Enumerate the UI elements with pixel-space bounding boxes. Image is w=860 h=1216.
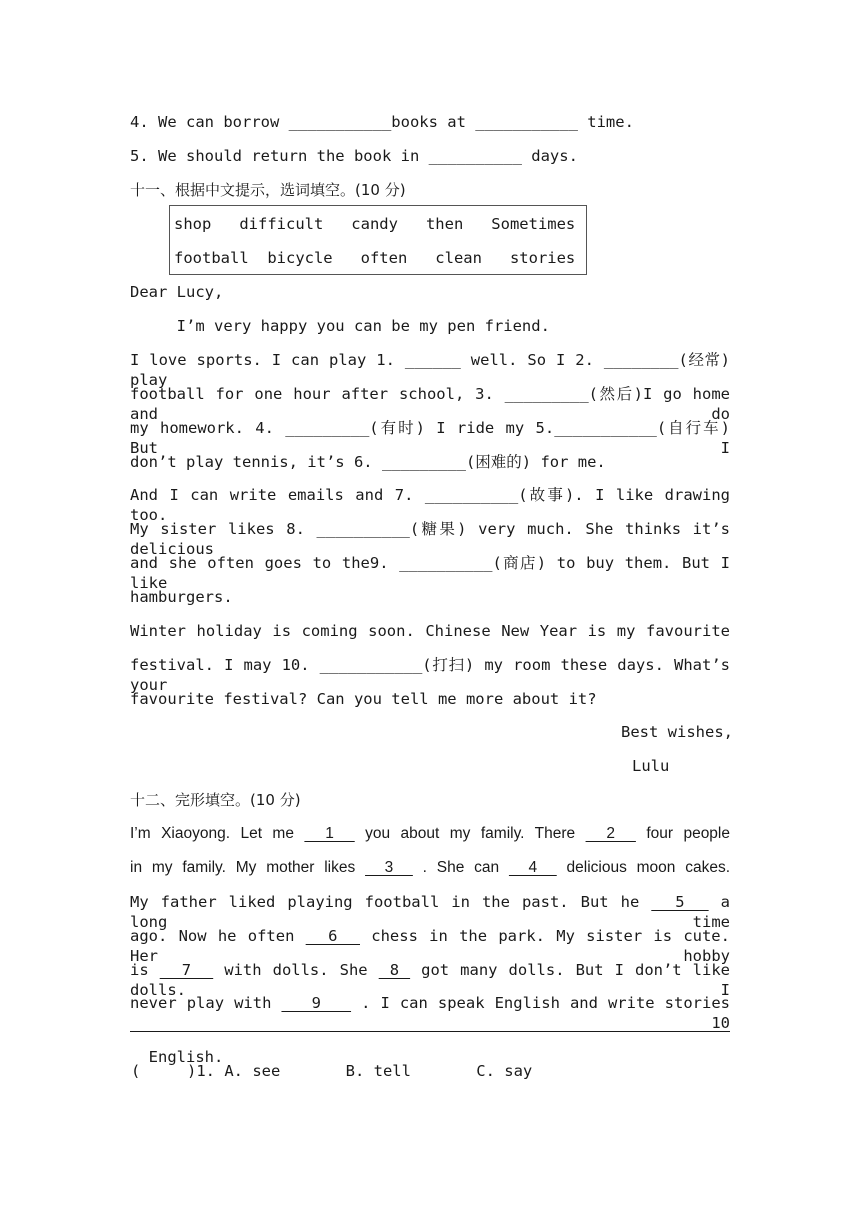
letter-line: My sister likes 8. __________(糖果) very much. She thinks it’s delicious: [130, 520, 730, 558]
cloze-text: delicious moon cakes.: [556, 859, 731, 876]
cloze-blank: 10: [130, 1014, 730, 1032]
question-1: ( )1. A. see B. tell C. say: [131, 1062, 533, 1080]
cloze-text: ago. Now he often: [130, 927, 306, 945]
fill-in-item-5: 5. We should return the book in __________ days.: [130, 147, 578, 165]
cloze-line: [130, 892, 730, 931]
cloze-text: with dolls. She: [213, 961, 379, 979]
letter-line: I love sports. I can play 1. ______ well. So I 2. ________(经常) play: [130, 351, 730, 389]
cloze-line: [130, 858, 730, 878]
cloze-line: [130, 824, 730, 844]
cloze-blank: 8: [378, 961, 411, 979]
letter-line: I’m very happy you can be my pen friend.: [130, 317, 550, 335]
cloze-text: . She can: [412, 859, 509, 876]
letter-line: And I can write emails and 7. __________(故事). I like drawing too.: [130, 486, 730, 524]
cloze-line: [130, 926, 730, 965]
cloze-text: you about my family. There: [354, 825, 586, 842]
letter-line: my homework. 4. _________(有时) I ride my 5.___________(自行车) But I: [130, 419, 730, 457]
letter-greeting: Dear Lucy,: [130, 283, 224, 301]
cloze-text: English.: [148, 1048, 224, 1066]
cloze-text: four people: [635, 825, 730, 842]
cloze-text: got many dolls. But I don’t like dolls. I: [130, 961, 731, 999]
word-bank-row-1: shop difficult candy then Sometimes: [174, 215, 576, 233]
cloze-text: chess in the park. My sister is cute. Her hobby: [130, 927, 730, 965]
cloze-blank: 3: [365, 859, 413, 876]
cloze-line: [130, 1027, 730, 1066]
cloze-blank: 6: [305, 927, 360, 945]
cloze-blank: 2: [585, 825, 636, 842]
cloze-text: in my family. My mother likes: [130, 859, 366, 876]
letter-line: festival. I may 10. ___________(打扫) my room these days. What’s your: [130, 656, 730, 694]
letter-closing: Best wishes,: [621, 723, 733, 741]
cloze-blank: 5: [651, 893, 709, 911]
letter-signature: Lulu: [632, 757, 670, 775]
section-12-heading: 十二、完形填空。(10 分): [130, 791, 301, 809]
cloze-text: a long time: [130, 893, 730, 931]
section-11-heading: 十一、根据中文提示，选词填空。(10 分): [130, 181, 406, 199]
word-bank-box: [169, 205, 587, 275]
cloze-blank: 1: [304, 825, 355, 842]
cloze-blank: 7: [159, 961, 214, 979]
letter-line: football for one hour after school, 3. _________(然后)I go home and do: [130, 385, 730, 423]
word-bank-row-2: football bicycle often clean stories: [174, 249, 576, 267]
letter-line: don’t play tennis, it’s 6. _________(困难的) for me.: [130, 453, 606, 471]
cloze-blank: 9: [281, 994, 352, 1012]
cloze-text: I’m Xiaoyong. Let me: [130, 825, 305, 842]
cloze-line: [130, 993, 731, 1032]
letter-line: Winter holiday is coming soon. Chinese New Year is my favourite: [130, 622, 730, 640]
cloze-line: [130, 960, 731, 999]
cloze-blank: 4: [508, 859, 557, 876]
letter-line: and she often goes to the9. __________(商店) to buy them. But I like: [130, 554, 730, 592]
fill-in-item-4: 4. We can borrow ___________books at ___________ time.: [130, 113, 634, 131]
cloze-text: . I can speak English and write stories: [351, 994, 731, 1012]
cloze-text: is: [130, 961, 160, 979]
cloze-text: My father liked playing football in the past. But he: [130, 893, 652, 911]
letter-line: favourite festival? Can you tell me more about it?: [130, 690, 597, 708]
cloze-text: never play with: [130, 994, 282, 1012]
letter-line: hamburgers.: [130, 588, 233, 606]
